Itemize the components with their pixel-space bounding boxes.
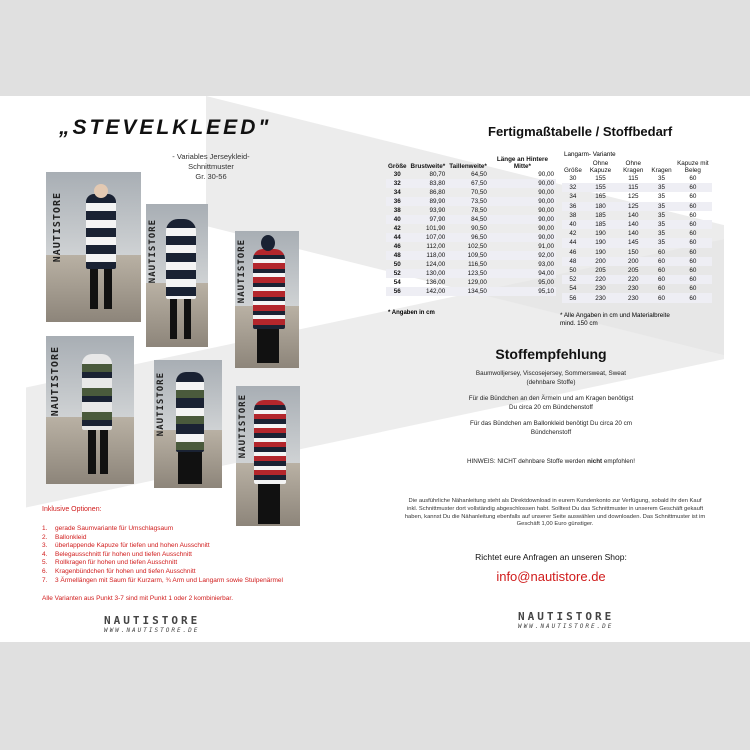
table-cell: 42 [569, 230, 577, 238]
table-cell: 101,90 [425, 225, 446, 232]
table-cell: 118,00 [409, 251, 448, 260]
option-item: 4. Belegausschnitt für hohen und tiefen Ausschnitt [42, 550, 192, 558]
table-cell: 84,50 [447, 215, 489, 224]
table-cell: 60 [689, 266, 697, 274]
table-cell: 50 [569, 266, 577, 274]
option-item: 3. überlappende Kapuze für tiefen und hohen Ausschnitt [42, 542, 210, 550]
table-cell: 73,50 [447, 197, 489, 206]
table-cell: 140 [617, 220, 649, 229]
table-cell: 60 [674, 238, 712, 247]
fabric-hint: HINWEIS: NICHT dehnbare Stoffe werden nicht empfohlen! [466, 457, 636, 465]
table-cell: 90,50 [471, 225, 487, 232]
table-row [562, 211, 712, 220]
table-header: Größe [564, 167, 582, 174]
option-item: 7. 3 Ärmellängen mit Saum für Kurzarm, ¾ Arm und Langarm sowie Stulpenärmel [42, 576, 283, 584]
table-cell: 60 [689, 248, 697, 256]
table-cell: 92,00 [489, 251, 556, 260]
brand-badge: NAUTISTORE [156, 372, 166, 437]
table-row [386, 224, 556, 233]
table-cell: 36 [562, 202, 584, 211]
bottom-band [0, 642, 750, 750]
table-cell: 44 [562, 238, 584, 247]
cuff-info-1b: Du circa 20 cm Bündchenstoff [509, 403, 593, 411]
table-row [562, 229, 712, 238]
option-item: 6. Kragenbündchen für hohen und tiefen Ausschnitt [42, 567, 196, 575]
table-row [386, 269, 556, 278]
table-cell: 185 [595, 211, 606, 219]
table-cell: 35 [649, 183, 673, 192]
download-line1: Die ausführliche Nähanleitung steht als Direktdownload in eurem Kundenkonto zur Verfügung, sobald ihr den Kauf [408, 498, 702, 504]
table-cell: 136,00 [425, 279, 446, 286]
fabric-line2: (dehnbare Stoffe) [526, 378, 576, 386]
table-cell: 83,80 [409, 179, 448, 188]
table-cell: 102,50 [467, 243, 487, 250]
table-cell: 190 [584, 238, 617, 247]
brand-badge: NAUTISTORE [148, 219, 158, 284]
table-cell: 90,00 [538, 207, 554, 214]
options-footnote: Alle Varianten aus Punkt 3-7 sind mit Punkt 1 oder 2 kombinierbar. [42, 595, 234, 603]
table-cell: 107,00 [409, 233, 448, 242]
product-photo [146, 204, 208, 347]
table-row [386, 215, 556, 224]
table-cell: 200 [584, 257, 617, 266]
table-cell: 94,00 [489, 269, 556, 278]
table-cell: 220 [584, 275, 617, 284]
logo-right [518, 610, 614, 630]
table-cell: 190 [595, 230, 606, 238]
table-cell: 142,00 [409, 287, 448, 296]
product-photo [236, 386, 300, 526]
table-cell: 32 [562, 183, 584, 192]
table-cell: 48 [562, 257, 584, 266]
table-cell: 96,50 [447, 233, 489, 242]
table-row [386, 251, 556, 260]
table-cell: 90,00 [489, 197, 556, 206]
table-cell: 90,00 [489, 179, 556, 188]
cuff-info-2b: Bündchenstoff [530, 428, 572, 436]
cuff-info-1a: Für die Bündchen an den Ärmeln und am Kragen benötigst [468, 395, 634, 403]
table-cell: 50 [393, 261, 401, 268]
option-item: 5. Rollkragen für hohen und tiefen Ausschnitt [42, 559, 178, 567]
table-cell: 38 [569, 211, 577, 219]
table-row [386, 242, 556, 251]
table-row [386, 188, 556, 197]
table-cell: 54 [393, 279, 401, 286]
option-item: 2. Ballonkleid [42, 533, 87, 541]
table-cell: 93,00 [538, 261, 554, 268]
table-cell: 205 [595, 266, 606, 274]
table-cell: 46 [393, 243, 401, 250]
table-cell: 180 [584, 202, 617, 211]
table-row [562, 192, 712, 201]
brand-badge: NAUTISTORE [52, 192, 63, 263]
page-title: „STEVELKLEED" [59, 116, 272, 139]
table-cell: 44 [386, 233, 409, 242]
table-cell: 150 [628, 248, 639, 256]
table-header: Kragen [651, 167, 672, 174]
fabric-caption: Langarm- Variante [564, 151, 616, 158]
table-cell: 115 [628, 175, 639, 183]
table-cell: 60 [649, 293, 673, 302]
fabric-section [396, 346, 706, 466]
download-line4: Geschäft 1,00 Euro günstiger. [516, 521, 594, 528]
table-cell: 90,00 [538, 171, 554, 178]
table-cell: 34 [569, 193, 577, 201]
table-cell: 40 [562, 220, 584, 229]
table-cell: 60 [674, 183, 712, 192]
table-cell: 52 [386, 269, 409, 278]
table-cell: 116,50 [468, 261, 487, 268]
table-cell: 60 [689, 230, 697, 238]
product-photo [154, 360, 222, 488]
table-cell: 230 [584, 293, 617, 302]
table-cell: 60 [689, 211, 697, 219]
table-cell: 140 [628, 230, 639, 238]
logo-url: WWW.NAUTISTORE.DE [104, 627, 200, 634]
table-header: Ohne Kapuze [589, 160, 612, 174]
table-cell: 165 [595, 193, 606, 201]
table-cell: 205 [628, 266, 639, 274]
logo-left [104, 614, 200, 634]
table-cell: 60 [689, 285, 697, 293]
table-row [562, 248, 712, 257]
top-band [0, 0, 750, 96]
table-cell: 140 [628, 211, 639, 219]
table-cell: 90,00 [489, 215, 556, 224]
table-cell: 60 [674, 220, 712, 229]
table-cell: 230 [595, 285, 606, 293]
logo-name: NAUTISTORE [104, 614, 201, 627]
table-cell: 60 [674, 275, 712, 284]
subtitle [166, 152, 256, 182]
table-cell: 38 [393, 207, 401, 214]
table-row [386, 260, 556, 269]
pattern-sheet [26, 96, 724, 642]
table-header: Größe [388, 163, 407, 170]
fabric-heading: Stoffempfehlung [495, 346, 607, 362]
table-cell: 54 [569, 285, 577, 293]
table-cell: 86,80 [429, 189, 446, 196]
table-cell: 124,00 [425, 261, 446, 268]
table-cell: 230 [617, 293, 649, 302]
table-row [386, 206, 556, 215]
download-line2: inkl. Schnittmuster dort vollständig abgeschlossen habt. Solltest Du das Schnittmuster in unserem Geschäft gekauft [406, 505, 704, 512]
table-cell: 93,90 [429, 207, 446, 214]
table-cell: 155 [595, 175, 606, 183]
table-header: Brustweite* [410, 163, 446, 170]
fabric-note-line1: * Alle Angaben in cm und Materialbreite [560, 312, 670, 319]
table-cell: 30 [569, 175, 577, 183]
options-list [42, 525, 342, 585]
table-cell: 125 [617, 202, 649, 211]
contact-prompt: Richtet eure Anfragen an unseren Shop: [475, 552, 627, 562]
table-cell: 230 [628, 285, 639, 293]
table-row [562, 284, 712, 293]
table-row [562, 266, 712, 275]
table-row [386, 233, 556, 242]
contact-email[interactable]: info@nautistore.de [496, 569, 606, 584]
download-info [386, 498, 724, 529]
product-photo [46, 172, 141, 322]
cuff-info-1 [396, 395, 706, 412]
table-cell: 190 [595, 248, 606, 256]
measure-note: * Angaben in cm [388, 310, 435, 316]
brand-badge: NAUTISTORE [50, 346, 61, 417]
brand-badge: NAUTISTORE [237, 239, 247, 304]
table-header: Taillenweite* [449, 163, 487, 170]
table-cell: 185 [584, 220, 617, 229]
table-cell: 35 [658, 193, 666, 201]
logo-url: WWW.NAUTISTORE.DE [518, 623, 614, 630]
table-cell: 112,00 [426, 243, 446, 250]
download-line3: haben, kannst Du die Nähanleitung ebenfalls auf unserer Seite auswählen und downloaden. Das Schnittmuster ist im [404, 513, 706, 520]
table-cell: 89,90 [409, 197, 448, 206]
pattern-label: Schnittmuster [188, 162, 234, 171]
subtitle-text: - Variables Jerseykleid- [172, 152, 250, 161]
table-cell: 56 [562, 293, 584, 302]
table-cell: 35 [658, 230, 666, 238]
table-cell: 40 [386, 215, 409, 224]
table-cell: 70,50 [471, 189, 487, 196]
table-cell: 35 [649, 202, 673, 211]
table-header: Länge an Hintere Mitte* [496, 156, 548, 170]
options-heading: Inklusive Optionen: [42, 506, 102, 513]
table-cell: 52 [562, 275, 584, 284]
table-cell: 35 [658, 211, 666, 219]
table-cell: 64,50 [471, 171, 487, 178]
product-photo [46, 336, 134, 484]
logo-name: NAUTISTORE [518, 610, 615, 623]
table-cell: 46 [569, 248, 577, 256]
table-cell: 56 [386, 287, 409, 296]
table-cell: 78,50 [471, 207, 487, 214]
table-cell: 60 [658, 248, 666, 256]
fabric-line1: Baumwolljersey, Viscosejersey, Sommersweat, Sweat [475, 370, 627, 377]
table-cell: 91,00 [538, 243, 554, 250]
measure-table [386, 156, 556, 296]
table-cell: 125 [628, 193, 639, 201]
table-row [386, 287, 556, 296]
table-cell: 48 [386, 251, 409, 260]
table-row [386, 170, 556, 179]
table-cell: 60 [689, 193, 697, 201]
table-cell: 80,70 [429, 171, 446, 178]
table-cell: 34 [393, 189, 401, 196]
cuff-info-2a: Für das Bündchen am Ballonkleid benötigt Du circa 20 cm [469, 420, 633, 428]
fabric-table [562, 160, 712, 303]
brand-badge: NAUTISTORE [238, 394, 248, 459]
table-cell: 145 [617, 238, 649, 247]
table-cell: 90,00 [538, 189, 554, 196]
table-cell: 200 [617, 257, 649, 266]
table-row [562, 238, 712, 247]
table-cell: 30 [393, 171, 401, 178]
table-cell: 36 [386, 197, 409, 206]
table-cell: 123,50 [447, 269, 489, 278]
table-cell: 95,10 [489, 287, 556, 296]
table-header: Kapuze mit Beleg [677, 160, 709, 174]
table-row [562, 183, 712, 192]
table-cell: 60 [689, 175, 697, 183]
table-cell: 35 [649, 220, 673, 229]
table-cell: 109,50 [447, 251, 489, 260]
table-row [386, 197, 556, 206]
table-cell: 95,00 [538, 279, 554, 286]
table-row [562, 257, 712, 266]
table-cell: 129,00 [467, 279, 487, 286]
table-cell: 130,00 [409, 269, 448, 278]
table-header: Ohne Kragen [623, 160, 644, 174]
cuff-info-2 [396, 420, 706, 437]
table-cell: 60 [674, 257, 712, 266]
table-cell: 60 [649, 257, 673, 266]
table-row [562, 293, 712, 302]
table-row [562, 202, 712, 211]
option-item: 1. gerade Saumvariante für Umschlagsaum [42, 525, 174, 532]
table-cell: 60 [674, 293, 712, 302]
table-cell: 115 [617, 183, 649, 192]
table-cell: 60 [674, 202, 712, 211]
sizes-label: Gr. 30-56 [195, 172, 227, 181]
table-cell: 60 [658, 285, 666, 293]
table-cell: 97,90 [409, 215, 448, 224]
table-row [386, 278, 556, 287]
options-block [42, 506, 342, 602]
table-cell: 32 [386, 179, 409, 188]
table-cell: 155 [584, 183, 617, 192]
table-cell: 90,00 [489, 233, 556, 242]
table-row [386, 179, 556, 188]
table-cell: 90,00 [538, 225, 554, 232]
measure-heading: Fertigmaßtabelle / Stoffbedarf [488, 124, 673, 139]
table-row [562, 174, 712, 183]
table-cell: 67,50 [447, 179, 489, 188]
table-cell: 35 [649, 238, 673, 247]
table-cell: 134,50 [447, 287, 489, 296]
fabric-types [396, 370, 706, 387]
table-row [562, 220, 712, 229]
fabric-note [560, 312, 670, 328]
table-cell: 35 [658, 175, 666, 183]
table-cell: 220 [617, 275, 649, 284]
table-cell: 60 [649, 275, 673, 284]
fabric-note-line2: mind. 150 cm [560, 320, 598, 327]
product-photo [235, 231, 299, 368]
table-cell: 42 [393, 225, 401, 232]
table-row [562, 275, 712, 284]
table-cell: 60 [658, 266, 666, 274]
